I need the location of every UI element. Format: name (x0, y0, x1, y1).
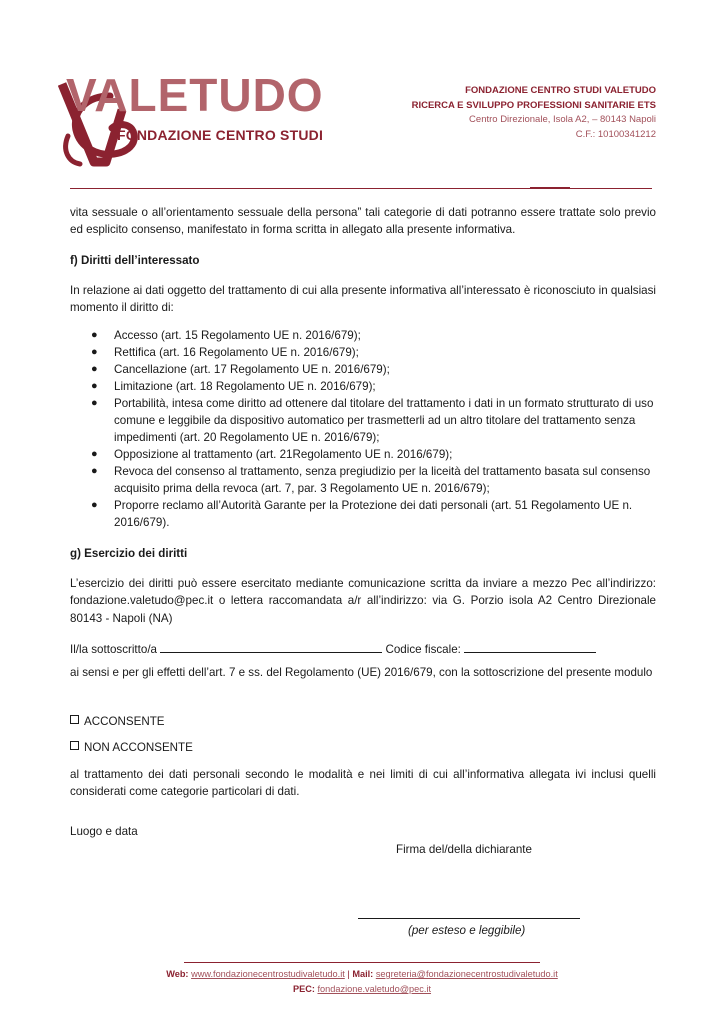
pec-link[interactable]: fondazione.valetudo@pec.it (317, 984, 432, 994)
consent-option[interactable] (70, 713, 656, 730)
fiscal-code-label: Codice fiscale: (385, 643, 461, 656)
bullet-icon: ● (91, 346, 98, 358)
list-item: ● Accesso (art. 15 Regolamento UE n. 2016/679); (91, 329, 361, 342)
signature-note: (per esteso e leggibile) (408, 924, 526, 937)
logo-wordmark: VALETUDO (66, 69, 324, 121)
fiscal-code-field[interactable] (464, 640, 596, 653)
bullet-icon: ● (91, 363, 98, 375)
signatory-label: Il/la sottoscritto/a (70, 643, 157, 656)
signatory-name-field[interactable] (160, 640, 382, 653)
list-item: ● Rettifica (art. 16 Regolamento UE n. 2016/679); (91, 346, 359, 359)
no-consent-label: NON ACCONSENTE (84, 741, 193, 754)
org-name: FONDAZIONE CENTRO STUDI VALETUDO (465, 85, 656, 96)
bullet-icon: ● (91, 499, 98, 511)
list-item: ● Revoca del consenso al trattamento, senza pregiudizio per la liceità del trattamento basata sul consenso acquisito prima della revoca (art. 7, par. 3 Regolamento UE n. 2016/679); (91, 465, 651, 495)
email-link[interactable]: segreteria@fondazionecentrostudivaletudo.it (375, 969, 558, 979)
treatment-paragraph: al trattamento dei dati personali secondo le modalità e nei limiti di cui all’informativa allegata ivi inclusi quelli considerati come categorie particolari di dati. (70, 768, 656, 799)
place-date-label: Luogo e data (70, 825, 138, 838)
web-label: Web: (166, 969, 189, 979)
bullet-icon: ● (91, 448, 98, 460)
list-item: ● Cancellazione (art. 17 Regolamento UE n. 2016/679); (91, 363, 390, 376)
list-item: ● Proporre reclamo all’Autorità Garante per la Protezione dei dati personali (art. 51 Regolamento UE n. 2016/679). (91, 499, 633, 529)
no-consent-option[interactable] (70, 739, 656, 756)
section-g-paragraph: L’esercizio dei diritti può essere esercitato mediante comunicazione scritta da inviare a mezzo Pec all’indirizzo: fondazione.valetudo@pec.it o lettera raccomandata a/r all’indirizzo: via G. Porzio isola A2 Centro Direzionale 80143 - Napoli (NA) (70, 577, 656, 625)
pec-label: PEC: (292, 984, 315, 994)
signatory-row (70, 640, 656, 658)
list-item: ● Limitazione (art. 18 Regolamento UE n. 2016/679); (91, 380, 376, 393)
consent-checkbox[interactable] (70, 715, 79, 724)
rights-list (70, 327, 656, 531)
footer-separator: | (347, 969, 350, 979)
signature-field[interactable] (358, 918, 580, 919)
footer-pec (0, 984, 724, 994)
section-f-heading: f) Diritti dell’interessato (70, 254, 200, 267)
header-divider-accent (530, 187, 570, 189)
bullet-icon: ● (91, 465, 98, 477)
signature-label: Firma del/della dichiarante (396, 843, 532, 856)
list-item: ● Opposizione al trattamento (art. 21Regolamento UE n. 2016/679); (91, 448, 453, 461)
intro-paragraph: vita sessuale o all’orientamento sessuale della persona” tali categorie di dati potranno essere trattate solo previo ed esplicito consenso, manifestato in forma scritta in allegato alla presente informativa. (70, 206, 656, 237)
organization-info (412, 84, 656, 142)
footer-divider (184, 962, 540, 963)
bullet-icon: ● (91, 397, 98, 409)
logo-subtitle: FONDAZIONE CENTRO STUDI (117, 127, 324, 143)
consent-label: ACCONSENTE (84, 715, 165, 728)
footer-contacts (0, 969, 724, 979)
org-fiscal-code: C.F.: 10100341212 (575, 128, 656, 140)
website-link[interactable]: www.fondazionecentrostudivaletudo.it (191, 969, 345, 979)
no-consent-checkbox[interactable] (70, 741, 79, 750)
section-f-paragraph: In relazione ai dati oggetto del trattamento di cui alla presente informativa all’interessato è riconosciuto in qualsiasi momento il diritto di: (70, 284, 656, 315)
bullet-icon: ● (91, 380, 98, 392)
consent-paragraph: ai sensi e per gli effetti dell’art. 7 e ss. del Regolamento (UE) 2016/679, con la sottoscrizione del presente modulo (70, 666, 653, 679)
mail-label: Mail: (352, 969, 374, 979)
org-address: Centro Direzionale, Isola A2, – 80143 Napoli (469, 114, 656, 126)
section-g-heading: g) Esercizio dei diritti (70, 547, 188, 560)
org-description: RICERCA E SVILUPPO PROFESSIONI SANITARIE ETS (411, 99, 656, 111)
bullet-icon: ● (91, 329, 98, 341)
list-item: ● Portabilità, intesa come diritto ad ottenere dal titolare del trattamento i dati in un formato strutturato di uso comune e leggibile da dispositivo automatico per trasmetterli ad un altro titolare del trattamento senza impedimenti (art. 20 Regolamento UE n. 2016/679); (91, 397, 654, 444)
